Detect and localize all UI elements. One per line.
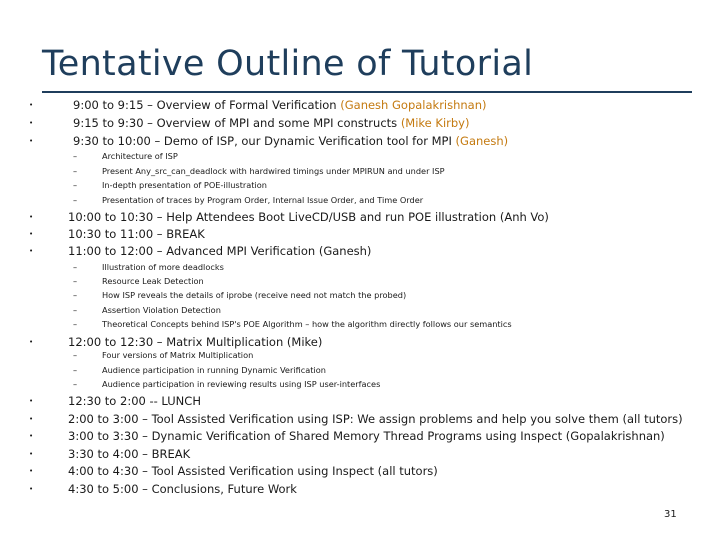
bullet-icon: •	[29, 397, 34, 405]
sub-item: Illustration of more deadlocks	[102, 262, 224, 272]
slide-title: Tentative Outline of Tutorial	[42, 44, 534, 84]
sub-item: Audience participation in running Dynamic Verification	[102, 365, 326, 375]
sub-item: In-depth presentation of POE-illustration	[102, 180, 267, 190]
outline-item-7: 12:00 to 12:30 – Matrix Multiplication (Mike)	[68, 335, 323, 349]
presenter-highlight: (Mike Kirby)	[400, 116, 470, 130]
dash-icon: –	[73, 180, 78, 190]
bullet-icon: •	[29, 450, 34, 458]
bullet-icon: •	[29, 247, 34, 255]
outline-item-3	[73, 134, 508, 148]
presenter-highlight: (Ganesh)	[455, 134, 509, 148]
sub-item: Presentation of traces by Program Order, Internal Issue Order, and Time Order	[102, 195, 424, 205]
sub-item: Assertion Violation Detection	[102, 305, 221, 315]
bullet-icon: •	[29, 213, 34, 221]
item-text: 9:00 to 9:15 – Overview of Formal Verification	[73, 98, 341, 112]
outline-item-5: 10:30 to 11:00 – BREAK	[68, 227, 205, 241]
bullet-icon: •	[29, 415, 34, 423]
outline-item-13: 4:30 to 5:00 – Conclusions, Future Work	[68, 482, 297, 496]
dash-icon: –	[73, 195, 78, 205]
bullet-icon: •	[29, 432, 34, 440]
sub-item: Present Any_src_can_deadlock with hardwired timings under MPIRUN and under ISP	[102, 166, 445, 176]
sub-item: How ISP reveals the details of iprobe (receive need not match the probed)	[102, 290, 407, 300]
outline-item-10: 3:00 to 3:30 – Dynamic Verification of Shared Memory Thread Programs using Inspect (Gopalakrishnan)	[68, 429, 665, 443]
outline-item-11: 3:30 to 4:00 – BREAK	[68, 447, 191, 461]
dash-icon: –	[73, 276, 78, 286]
dash-icon: –	[73, 379, 78, 389]
dash-icon: –	[73, 305, 78, 315]
outline-item-9: 2:00 to 3:00 – Tool Assisted Verification using ISP: We assign problems and help you solve them (all tutors)	[68, 412, 683, 426]
outline-item-6: 11:00 to 12:00 – Advanced MPI Verification (Ganesh)	[68, 244, 372, 258]
bullet-icon: •	[29, 338, 34, 346]
bullet-icon: •	[29, 467, 34, 475]
title-underline	[42, 91, 692, 93]
bullet-icon: •	[29, 137, 34, 145]
outline-item-1	[73, 98, 487, 112]
sub-item: Theoretical Concepts behind ISP's POE Algorithm – how the algorithm directly follows our semantics	[102, 319, 512, 329]
item-text: 9:15 to 9:30 – Overview of MPI and some MPI constructs	[73, 116, 401, 130]
dash-icon: –	[73, 262, 78, 272]
bullet-icon: •	[29, 119, 34, 127]
presenter-highlight: (Ganesh Gopalakrishnan)	[340, 98, 487, 112]
dash-icon: –	[73, 151, 78, 161]
bullet-icon: •	[29, 485, 34, 493]
bullet-icon: •	[29, 230, 34, 238]
outline-item-2	[73, 116, 469, 130]
bullet-icon: •	[29, 101, 34, 109]
dash-icon: –	[73, 319, 78, 329]
dash-icon: –	[73, 365, 78, 375]
outline-item-8: 12:30 to 2:00 -- LUNCH	[68, 394, 201, 408]
dash-icon: –	[73, 290, 78, 300]
sub-item: Four versions of Matrix Multiplication	[102, 350, 254, 360]
dash-icon: –	[73, 166, 78, 176]
sub-item: Audience participation in reviewing results using ISP user-interfaces	[102, 379, 381, 389]
sub-item: Resource Leak Detection	[102, 276, 204, 286]
dash-icon: –	[73, 350, 78, 360]
sub-item: Architecture of ISP	[102, 151, 178, 161]
item-text: 9:30 to 10:00 – Demo of ISP, our Dynamic Verification tool for MPI	[73, 134, 456, 148]
page-number: 31	[664, 509, 677, 520]
outline-item-12: 4:00 to 4:30 – Tool Assisted Verification using Inspect (all tutors)	[68, 464, 438, 478]
outline-item-4: 10:00 to 10:30 – Help Attendees Boot LiveCD/USB and run POE illustration (Anh Vo)	[68, 210, 549, 224]
